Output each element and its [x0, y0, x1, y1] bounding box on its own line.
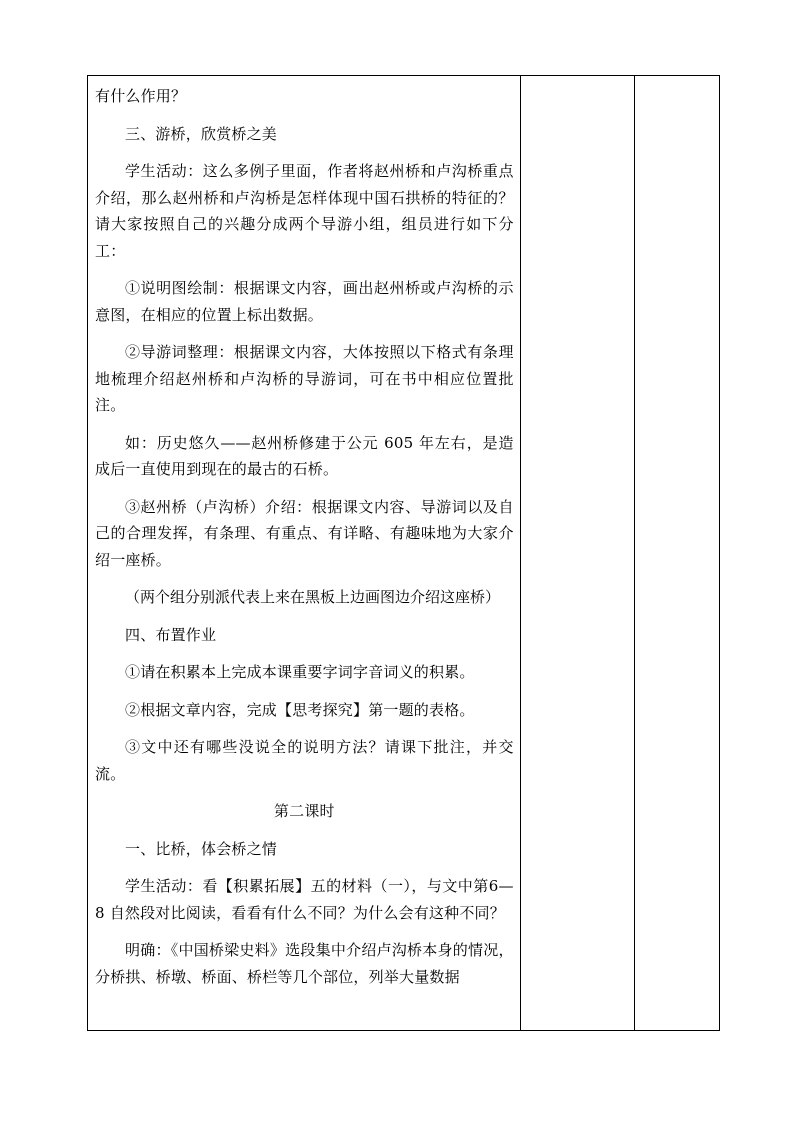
lesson-content	[88, 76, 520, 990]
homework-item-1: ①请在积累本上完成本课重要字词字音词义的积累。	[125, 663, 475, 681]
paragraph-task-diagram: ①说明图绘制：根据课文内容，画出赵州桥或卢沟桥的示意图，在相应的位置上标出数据。	[95, 279, 514, 324]
empty-column-cell	[634, 76, 719, 1031]
paragraph-student-activity: 学生活动：这么多例子里面，作者将赵州桥和卢沟桥重点介绍，那么赵州桥和卢沟桥是怎样体现中国石拱桥的特征的？请大家按照自己的兴趣分成两个导游小组，组员进行如下分工：	[95, 162, 514, 260]
lesson-title-second: 第二课时	[273, 802, 335, 820]
lesson-content-cell	[88, 76, 521, 1031]
section-heading-homework: 四、布置作业	[125, 625, 217, 644]
paragraph-continuation: 有什么作用？	[95, 87, 187, 105]
table-row	[88, 76, 720, 1031]
paragraph-clarification: 明确：《中国桥梁史料》选段集中介绍卢沟桥本身的情况，分桥拱、桥墩、桥面、桥栏等几个部位，列举大量数据	[95, 941, 514, 986]
paragraph-compare-activity: 学生活动：看【积累拓展】五的材料（一），与文中第6—8 自然段对比阅读，看看有什么不同？为什么会有这种不同？	[95, 877, 514, 922]
paragraph-task-guide-words: ②导游词整理：根据课文内容，大体按照以下格式有条理地梳理介绍赵州桥和卢沟桥的导游词，可在书中相应位置批注。	[95, 343, 514, 414]
paragraph-note: （两个组分别派代表上来在黑板上边画图边介绍这座桥）	[125, 588, 501, 606]
paragraph-task-introduce: ③赵州桥（卢沟桥）介绍：根据课文内容、导游词以及自己的合理发挥，有条理、有重点、有详略、有趣味地为大家介绍一座桥。	[95, 497, 514, 569]
section-heading-compare-bridge: 一、比桥，体会桥之情	[125, 839, 278, 858]
paragraph-example: 如：历史悠久——赵州桥修建于公元 605 年左右，是造成后一直使用到现在的最古的石桥。	[95, 433, 514, 478]
section-heading-tour-bridge: 三、游桥，欣赏桥之美	[125, 124, 278, 143]
lesson-plan-table	[87, 75, 720, 1031]
homework-item-3: ③文中还有哪些没说全的说明方法？请课下批注，并交流。	[95, 738, 514, 783]
empty-column-cell	[520, 76, 634, 1031]
homework-item-2: ②根据文章内容，完成【思考探究】第一题的表格。	[125, 700, 475, 719]
